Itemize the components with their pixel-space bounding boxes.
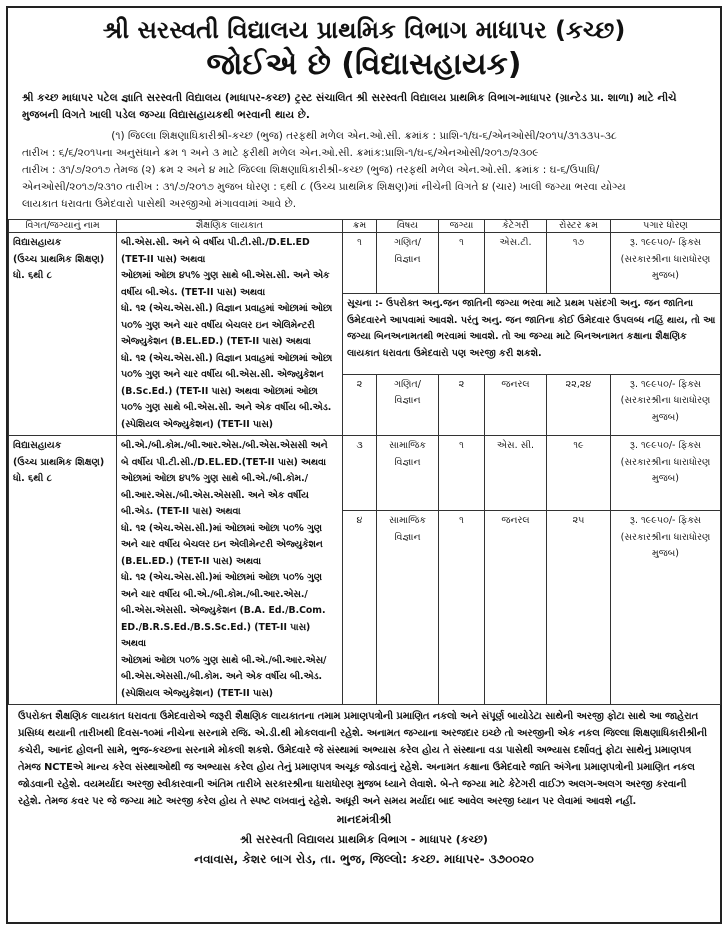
signatory-title: માનદમંત્રીશ્રી <box>336 813 392 826</box>
post-std: ધો. ૬થી ૮ <box>13 270 52 281</box>
qualification-item: ધો. ૧૨ (એચ.એસ.સી.) વિજ્ઞાન પ્રવાહમાં ઓછામાં ઓછા ૫૦% ગુણ અને ચાર વર્ષીય બી.એસ.સી. એજ્યુકેશન (B.Sc.Ed.) (TET-II પાસ) અથવા ઓછામાં ઓછા ૫૦% ગુણ સાથે બી.એસ.સી. અને એક વર્ષીય બી.એડ. (સ્પેશિયલ એજ્યુકેશન) (TET-II પાસ) <box>121 352 333 430</box>
kram-cell: ૪ <box>343 511 377 705</box>
instructions-paragraph: ઉપરોક્ત શૈક્ષણિક લાયકાત ધરાવતા ઉમેદવારોએ જરૂરી શૈક્ષણિક લાયકાતના તમામ પ્રમાણપત્રોની પ્રમાણિત નકલો અને સંપૂર્ણ બાયોડેટા સાથેની અરજી ફોટા સાથે આ જાહેરાત પ્રસિધ્ધ થયાની તારીખથી દિવસ-૧૦માં નીચેના સરનામે રજિ. એ.ડી.થી મોકલવાની રહેશે. અનામત જગ્યાના અરજદાર ઇચ્છે તો અરજીની એક નકલ જિલ્લા શિક્ષણાધિકારીશ્રીની કચેરી, આનંદ હોલની સામે, ભુજ-કચ્છના સરનામે મોકલી શકશે. ઉમેદવારે જે સંસ્થામાં અભ્યાસ કરેલ હોય તે સંસ્થાના વડા પાસેથી અભ્યાસ દર્શાવતું ફોટા સાથેનું પ્રમાણપત્ર તેમજ NCTEએ માન્ય કરેલ સંસ્થાઓથી જ અભ્યાસ કરેલ હોય તેનું પ્રમાણપત્ર અચૂક જોડવાનું રહેશે. અનામત કક્ષાના ઉમેદવારે જાતિ અંગેના પ્રમાણપત્રોની પ્રમાણિત નકલ જોડવાની રહેશે. વયમર્યાદા અરજી સ્વીકારવાની અંતિમ તારીખે સરકારશ્રીના ધારાધોરણ મુજબ ધ્યાને લેવાશે. બે-તે જગ્યા માટે કેટેગરી વાઈઝ અલગ-અલગ અરજી કરવાની રહેશે. તેમજ કવર પર જે જગ્યા માટે અરજી કરેલ હોય તે સ્પષ્ટ લખવાનું રહેશે. અધૂરી અને સમય મર્યાદા બાદ આવેલ અરજી ધ્યાન પર લેવામાં આવશે નહીં. <box>18 711 708 807</box>
roster-cell: ૧૯ <box>547 436 611 511</box>
column-header: વિષય <box>377 220 439 233</box>
intro-paragraph: શ્રી કચ્છ માધાપર પટેલ જ્ઞાતિ સરસ્વતી વિદ્યાલય (માધાપર-કચ્છ) ટ્રસ્ટ સંચાલિત શ્રી સરસ્વતી વિદ્યાલય પ્રાથમિક વિભાગ-માધાપર (ગ્રાન્ટેડ પ્રા. શાળા) માટે નીચે મુજબની વિગતે ખાલી પડેલ જગ્યા વિદ્યાસહાયકથી ભરવાની થાય છે. <box>22 92 677 121</box>
address: નવાવાસ, કેશર બાગ રોડ, તા. ભુજ, જિલ્લો: કચ્છ. માધાપર- ૩૭૦૦૨૦ <box>194 852 534 866</box>
kram-cell: ૩ <box>343 436 377 511</box>
category-cell: એસ. સી. <box>485 436 547 511</box>
salary-cell: રૂ. ૧૯૯૫૦/- ફિક્સ (સરકારશ્રીના ધારાધોરણ મુજબ) <box>611 374 721 435</box>
qualification-item: બી.એસ.સી. અને બે વર્ષીય પી.ટી.સી./D.EL.ED (TET-II પાસ) અથવા <box>121 237 310 265</box>
column-header: ક્રમ <box>343 220 377 233</box>
subject-cell: ગણિત/ વિજ્ઞાન <box>377 374 439 435</box>
notice-cell: સૂચના :- ઉપરોક્ત અનુ.જન જાતિની જગ્યા ભરવા માટે પ્રથમ પસંદગી અનુ. જન જાતિના ઉમેદવારને આપવામાં આવશે. પરંતુ અનુ. જન જાતિના કોઈ ઉમેદવાર ઉપલબ્ધ નહિં થાય, તો આ જગ્યા બિનઅનામતથી ભરવામાં આવશે. તો આ જગ્યા માટે બિનઅનામત કક્ષાના શૈક્ષણિક લાયકાત ધરાવતા ઉમેદવારો પણ અરજી કરી શકશે. <box>343 294 721 374</box>
category-cell: જનરલ <box>485 374 547 435</box>
post-level: (ઉચ્ચ પ્રાથમિક શિક્ષણ) <box>13 456 105 468</box>
advertisement-page <box>6 6 722 924</box>
signature-block <box>8 810 720 850</box>
qualification-item: ઓછામાં ઓછા ૫૦% ગુણ સાથે બી.એ./બી.આર.એસ/બી.એસ.એસસી./બી.કોમ. અને એક વર્ષીય બી.એડ. (સ્પેશિયલ એજ્યુકેશન) (TET-II પાસ) <box>121 654 327 699</box>
roster-cell: ૨૨,૨૪ <box>547 374 611 435</box>
qualification-cell <box>117 436 343 705</box>
qualification-item: બી.એ./બી.કોમ./બી.આર.એસ./બી.એસ.એસસી અને બે વર્ષીય પી.ટી.સી./D.EL.ED.(TET-II પાસ) અથવા <box>121 440 328 468</box>
column-header: શૈક્ષણિક લાયકાત <box>117 220 343 233</box>
vacancy-table <box>8 219 721 705</box>
roster-cell: ૨૫ <box>547 511 611 705</box>
salary-cell: રૂ. ૧૯૯૫૦/- ફિક્સ (સરકારશ્રીના ધારાધોરણ મુજબ) <box>611 233 721 294</box>
category-cell: જનરલ <box>485 511 547 705</box>
noc-line: તારીખ : ૬/૬/૨૦૧૫ના અનુસંધાને ક્રમ ૧ અને ૩ માટે ફરીથી મળેલ એન.ઓ.સી. ક્રમાંક:પ્રાશિ-૧/ઘ-૬/એનઓસી/૨૦૧૭/૨૩૦૯ <box>22 147 539 159</box>
column-header: વિગત/જગ્યાનું નામ <box>9 220 117 233</box>
subject-cell: ગણિત/ વિજ્ઞાન <box>377 233 439 294</box>
post-name: વિદ્યાસહાયક <box>13 237 62 248</box>
column-header: કેટેગરી <box>485 220 547 233</box>
post-level: (ઉચ્ચ પ્રાથમિક શિક્ષણ) <box>13 253 105 265</box>
category-cell: એસ.ટી. <box>485 233 547 294</box>
column-header: જગ્યા <box>439 220 485 233</box>
table-row <box>9 436 721 511</box>
salary-cell: રૂ. ૧૯૯૫૦/- ફિક્સ (સરકારશ્રીના ધારાધોરણ મુજબ) <box>611 436 721 511</box>
column-header: રોસ્ટર ક્રમ <box>547 220 611 233</box>
signatory-org: શ્રી સરસ્વતી વિદ્યાલય પ્રાથમિક વિભાગ - માધાપર (કચ્છ) <box>240 833 488 846</box>
noc-line: (૧) જિલ્લા શિક્ષણાધિકારીશ્રી-કચ્છ (ભુજ) તરફથી મળેલ એન.ઓ.સી. ક્રમાંક : પ્રાશિ-૧/ઘ-૬/એનઓસી/૨૦૧૫/૩૧૩૩૫-૩૮ <box>111 130 617 142</box>
column-header: પગાર ધોરણ <box>611 220 721 233</box>
subject-cell: સામાજિક વિજ્ઞાન <box>377 511 439 705</box>
post-std: ધો. ૬થી ૮ <box>13 473 52 484</box>
post-cell <box>9 233 117 436</box>
qualification-item: ધો. ૧૨ (એચ.એસ.સી.)માં ઓછામાં ઓછા ૫૦% ગુણ અને ચાર વર્ષીય બેચલર ઇન એલીમેન્ટરી એજ્યુકેશન (B.EL.ED.) (TET-II પાસ) અથવા <box>121 522 323 567</box>
noc-paragraph <box>8 124 720 213</box>
noc-line: લાયકાત ધરાવતા ઉમેદવારો પાસેથી અરજીઓ મંગાવવામાં આવે છે. <box>22 198 297 210</box>
posts-cell: ૧ <box>439 511 485 705</box>
wanted-heading: જોઈએ છે (વિદ્યાસહાયક) <box>206 47 522 82</box>
post-name: વિદ્યાસહાયક <box>13 440 62 451</box>
kram-cell: ૨ <box>343 374 377 435</box>
qualification-item: ધો. ૧૨ (એચ.એસ.સી.) વિજ્ઞાન પ્રવાહમાં ઓછામાં ઓછા ૫૦% ગુણ અને ચાર વર્ષીય બેચલર ઇન એલિમેન્ટરી એજ્યુકેશન (B.EL.ED.) (TET-II પાસ) અથવા <box>121 303 333 347</box>
qualification-cell <box>117 233 343 436</box>
posts-cell: ૧ <box>439 436 485 511</box>
qualification-item: ધો. ૧૨ (એચ.એસ.સી.)માં ઓછામાં ઓછા ૫૦% ગુણ અને ચાર વર્ષીય બી.એ./બી.કોમ./બી.આર.એસ./બી.એસ.એસસી. એજ્યુકેશન (B.A. Ed./B.Com. ED./B.R.S.Ed./B.S.Sc.Ed.) (TET-II પાસ) અથવા <box>121 572 326 649</box>
qualification-item: ઓછામાં ઓછા ૪૫% ગુણ સાથે બી.એ./બી.કોમ./બી.આર.એસ./બી.એસ.એસસી. અને એક વર્ષીય બી.એડ. (TET-II પાસ) અથવા <box>121 473 309 517</box>
subject-cell: સામાજિક વિજ્ઞાન <box>377 436 439 511</box>
table-row <box>9 233 721 294</box>
noc-line: એનઓસી/૨૦૧૭/૨૩૧૦ તારીખ : ૩૧/૭/૨૦૧૭ મુજબ ધોરણ : ૬થી ૮ (ઉચ્ચ પ્રાથમિક શિક્ષણ)માં નીચેની વિગતે ૪ (ચાર) ખાલી જગ્યા ભરવા યોગ્ય <box>22 181 626 193</box>
salary-cell: રૂ. ૧૯૯૫૦/- ફિક્સ (સરકારશ્રીના ધારાધોરણ મુજબ) <box>611 511 721 705</box>
kram-cell: ૧ <box>343 233 377 294</box>
posts-cell: ૨ <box>439 374 485 435</box>
table-header-row <box>9 220 721 233</box>
roster-cell: ૧૭ <box>547 233 611 294</box>
header <box>8 8 720 82</box>
posts-cell: ૧ <box>439 233 485 294</box>
qualification-item: ઓછામાં ઓછા ૪૫% ગુણ સાથે બી.એસ.સી. અને એક વર્ષીય બી.એડ. (TET-II પાસ) અથવા <box>121 270 330 298</box>
noc-line: તારીખ : ૩૧/૭/૨૦૧૭ તેમજ (૨) ક્રમ ૨ અને ૪ માટે જિલ્લા શિક્ષણાધિકારીશ્રી-કચ્છ (ભુજ) તરફથી મળેલ એન.ઓ.સી. ક્રમાંક : ઘ-૬/ઉપાધિ/ <box>22 164 600 176</box>
school-title: શ્રી સરસ્વતી વિદ્યાલય પ્રાથમિક વિભાગ માધાપર (કચ્છ) <box>102 16 626 44</box>
post-cell <box>9 436 117 705</box>
